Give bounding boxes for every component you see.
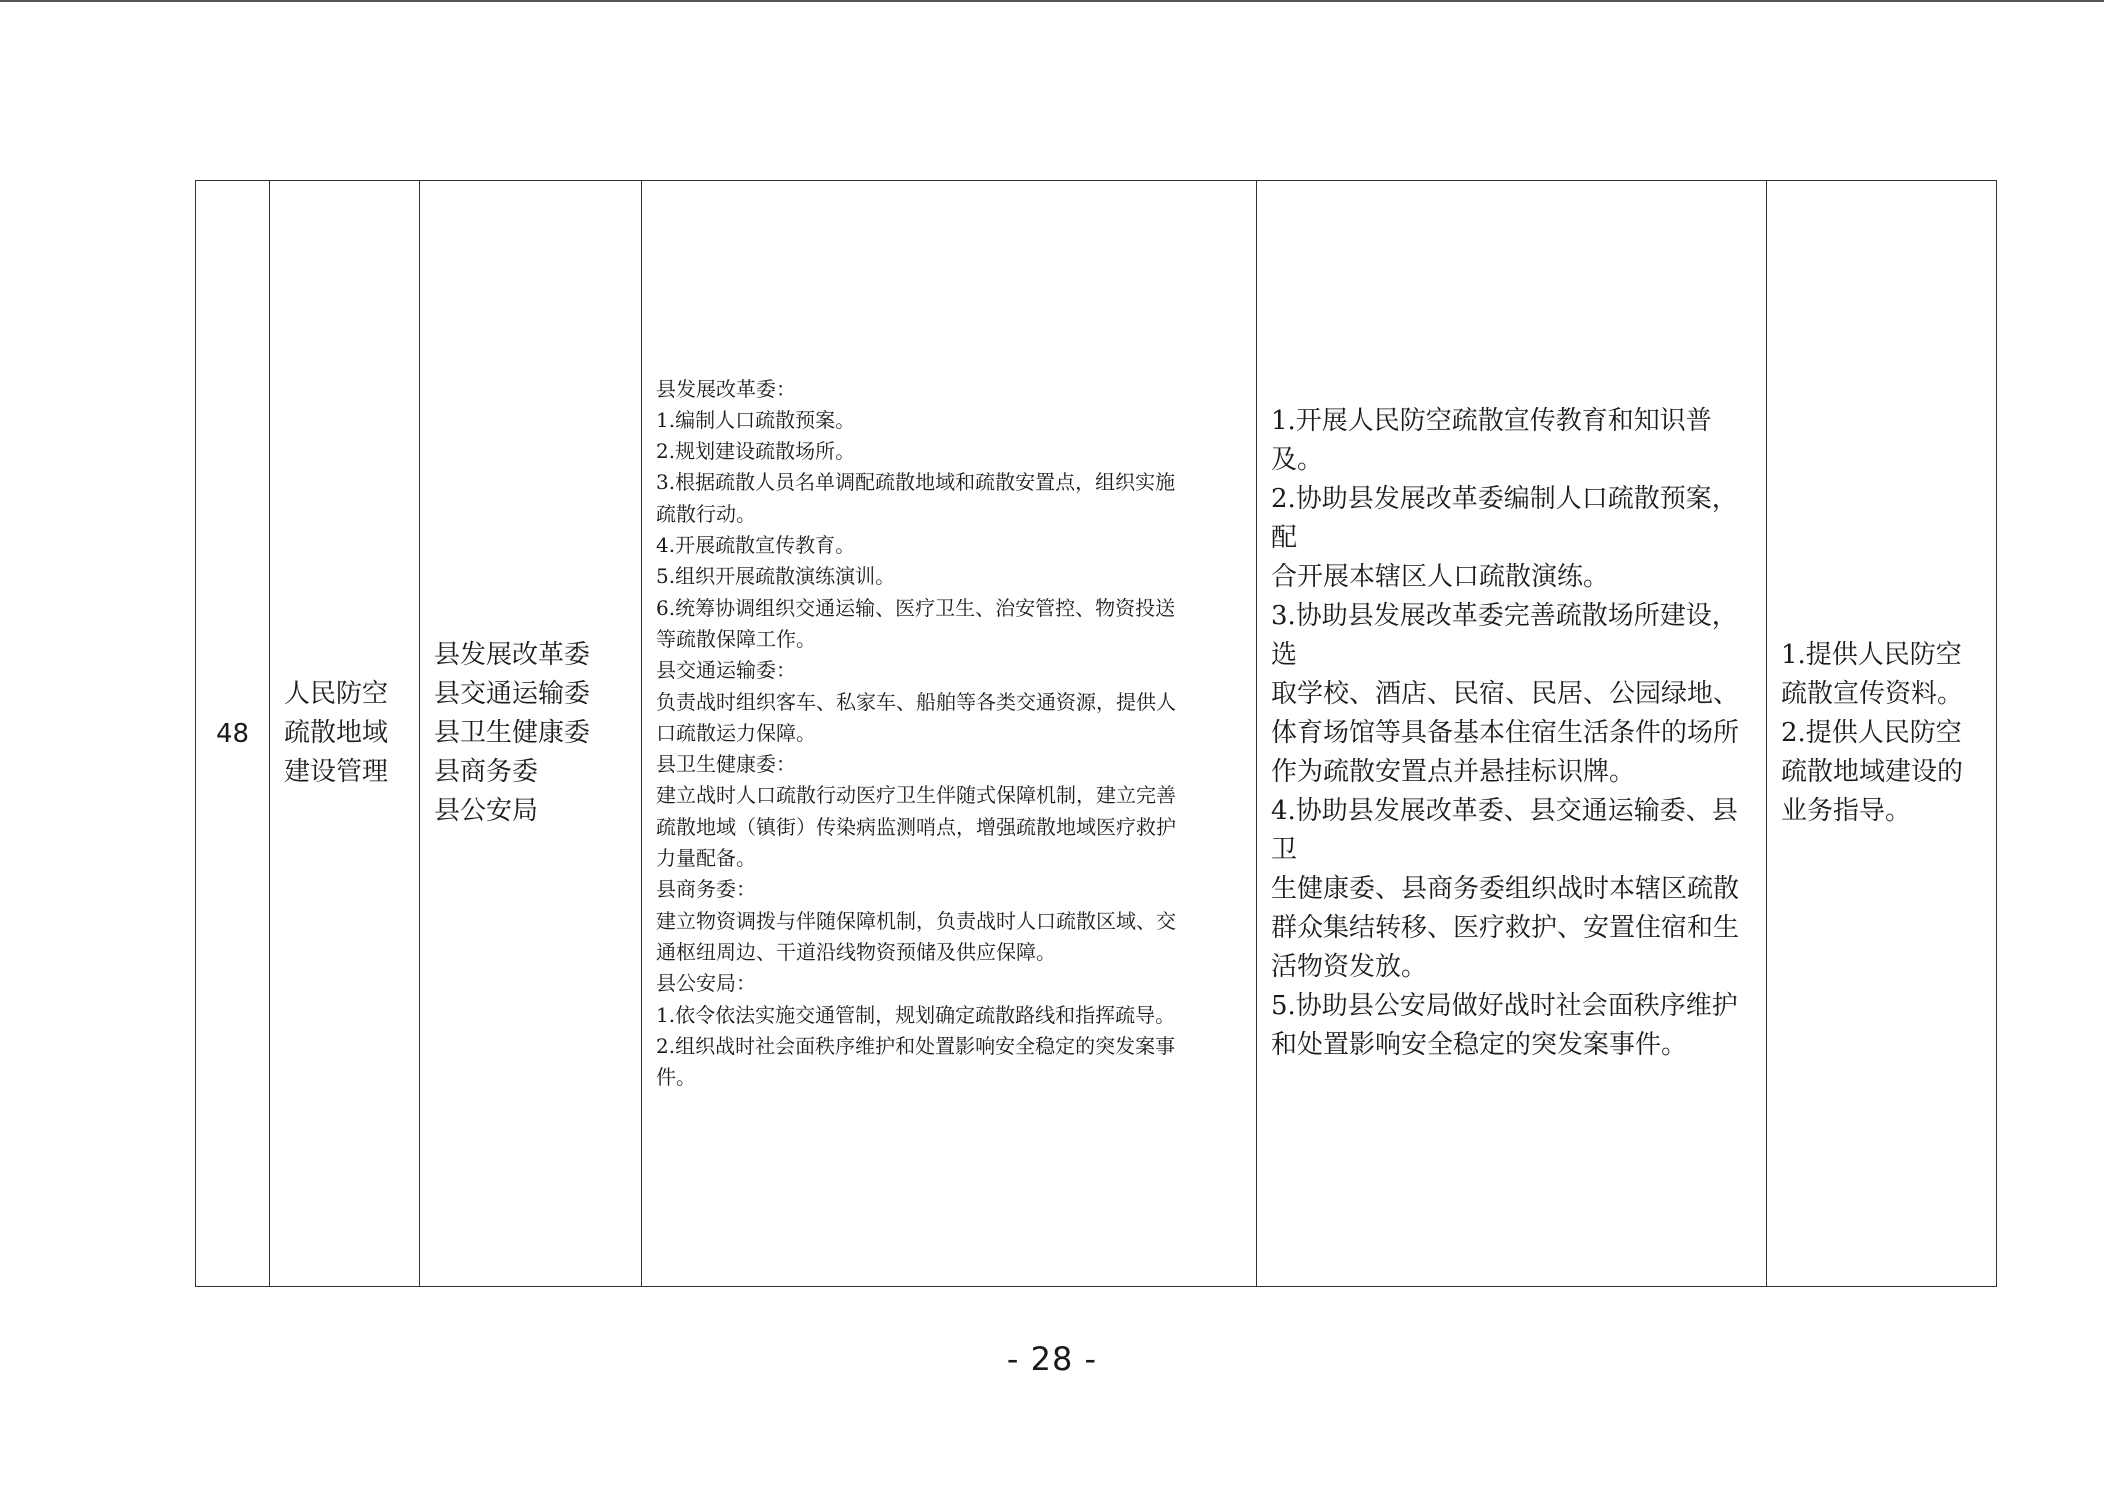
page-number: - 28 - [1006, 1340, 1098, 1378]
text-line: 建立物资调拨与伴随保障机制，负责战时人口疏散区域、交 [656, 908, 1176, 933]
department-lines [434, 636, 627, 831]
text-line: 2.协助县发展改革委编制人口疏散预案，配 [1271, 484, 1738, 553]
text-line: 疏散地域 [284, 718, 389, 748]
duty-cell [642, 181, 1257, 1287]
text-line: 县商务委 [434, 757, 539, 787]
text-line: 3.协助县发展改革委完善疏散场所建设，选 [1271, 601, 1738, 670]
text-line: 县发展改革委： [656, 376, 796, 401]
text-line: 县公安局： [656, 971, 756, 996]
text-line: 2.提供人民防空 [1781, 718, 1962, 748]
civil-defense-lines [1781, 636, 1982, 831]
text-line: 1.依令依法实施交通管制，规划确定疏散路线和指挥疏导。 [656, 1002, 1176, 1027]
text-line: 群众集结转移、医疗救护、安置住宿和生 [1271, 913, 1740, 943]
text-line: 县交通运输委： [656, 658, 796, 683]
text-line: 口疏散运力保障。 [656, 720, 816, 745]
department-cell [420, 181, 642, 1287]
text-line: 疏散地域（镇街）传染病监测哨点，增强疏散地域医疗救护 [656, 814, 1176, 839]
text-line: 1.开展人民防空疏散宣传教育和知识普及。 [1271, 406, 1712, 475]
table-row [196, 181, 1997, 1287]
text-line: 业务指导。 [1781, 796, 1912, 826]
duty-lines [656, 374, 1242, 1094]
text-line: 3.根据疏散人员名单调配疏散地域和疏散安置点，组织实施 [656, 470, 1176, 495]
row-number: 48 [196, 181, 270, 1287]
text-line: 建设管理 [284, 757, 389, 787]
text-line: 件。 [656, 1065, 696, 1090]
text-line: 5.协助县公安局做好战时社会面秩序维护 [1271, 991, 1738, 1021]
text-line: 疏散地域建设的 [1781, 757, 1964, 787]
duty-table [195, 180, 1997, 1287]
text-line: 疏散行动。 [656, 501, 756, 526]
item-cell [270, 181, 420, 1287]
text-line: 取学校、酒店、民宿、民居、公园绿地、 [1271, 679, 1740, 709]
item-lines [284, 675, 405, 792]
text-line: 县卫生健康委 [434, 718, 591, 748]
civil-defense-cell [1767, 181, 1997, 1287]
text-line: 人民防空 [284, 679, 389, 709]
town-duty-lines [1271, 402, 1752, 1065]
text-line: 力量配备。 [656, 846, 756, 871]
text-line: 县发展改革委 [434, 640, 591, 670]
text-line: 县交通运输委 [434, 679, 591, 709]
text-line: 1.编制人口疏散预案。 [656, 407, 856, 432]
text-line: 2.组织战时社会面秩序维护和处置影响安全稳定的突发案事 [656, 1033, 1176, 1058]
text-line: 2.规划建设疏散场所。 [656, 439, 856, 464]
top-border-line [0, 0, 2104, 2]
text-line: 县商务委： [656, 877, 756, 902]
text-line: 4.开展疏散宣传教育。 [656, 533, 856, 558]
text-line: 1.提供人民防空 [1781, 640, 1962, 670]
text-line: 疏散宣传资料。 [1781, 679, 1964, 709]
text-line: 县公安局 [434, 796, 539, 826]
text-line: 和处置影响安全稳定的突发案事件。 [1271, 1030, 1688, 1060]
text-line: 通枢纽周边、干道沿线物资预储及供应保障。 [656, 939, 1056, 964]
text-line: 生健康委、县商务委组织战时本辖区疏散 [1271, 874, 1740, 904]
text-line: 县卫生健康委： [656, 752, 796, 777]
text-line: 6.统筹协调组织交通运输、医疗卫生、治安管控、物资投送 [656, 595, 1176, 620]
text-line: 体育场馆等具备基本住宿生活条件的场所 [1271, 718, 1740, 748]
text-line: 合开展本辖区人口疏散演练。 [1271, 562, 1610, 592]
text-line: 等疏散保障工作。 [656, 626, 816, 651]
text-line: 负责战时组织客车、私家车、船舶等各类交通资源，提供人 [656, 689, 1176, 714]
text-line: 作为疏散安置点并悬挂标识牌。 [1271, 757, 1636, 787]
text-line: 建立战时人口疏散行动医疗卫生伴随式保障机制，建立完善 [656, 783, 1176, 808]
text-line: 活物资发放。 [1271, 952, 1428, 982]
text-line: 4.协助县发展改革委、县交通运输委、县卫 [1271, 796, 1738, 865]
town-duty-cell [1257, 181, 1767, 1287]
text-line: 5.组织开展疏散演练演训。 [656, 564, 896, 589]
